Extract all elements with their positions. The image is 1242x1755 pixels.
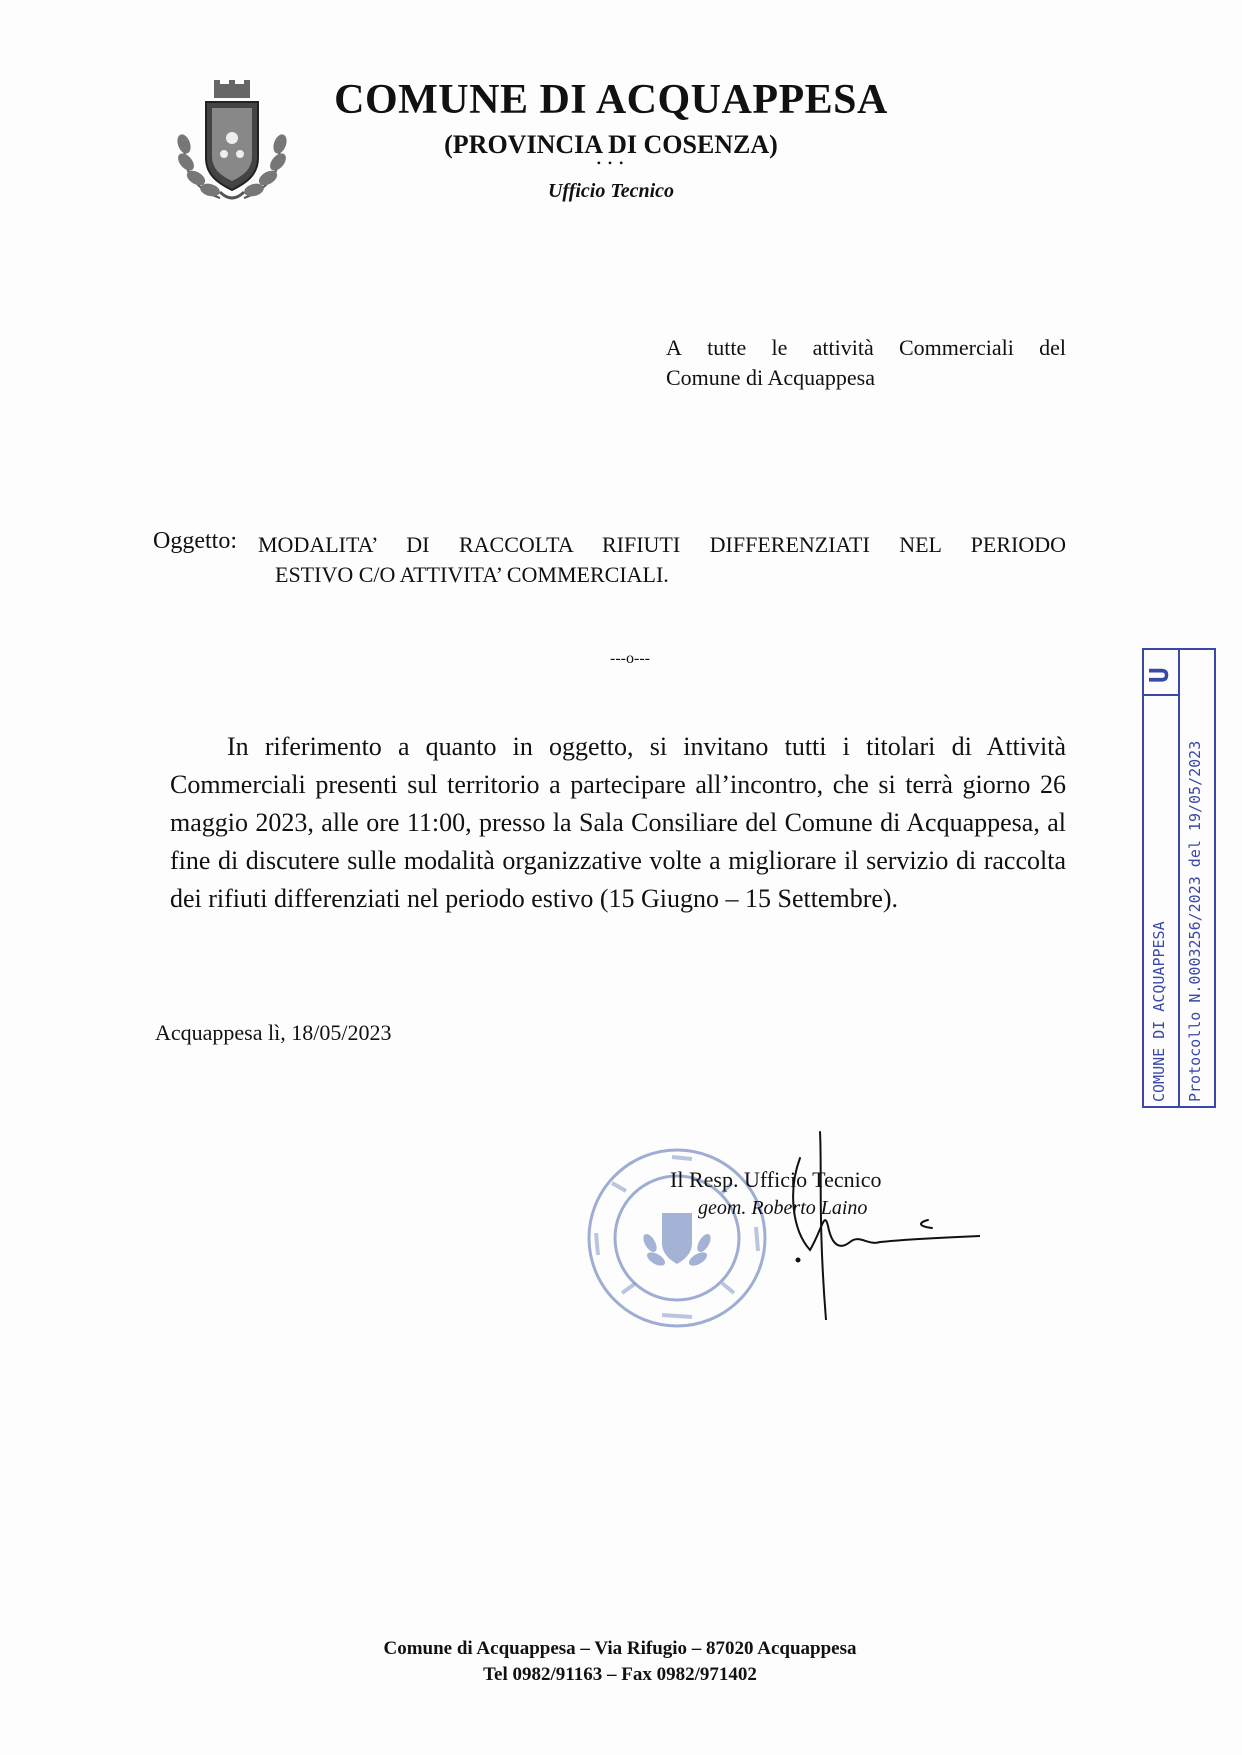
recipient-line-1 [666,333,1066,363]
header-separator: • • • [596,156,626,170]
subject-line-2: ESTIVO C/O ATTIVITA’ COMMERCIALI. [275,562,669,587]
signatory-role: Il Resp. Ufficio Tecnico [670,1167,882,1192]
section-separator: ---o--- [610,650,650,667]
protocol-stamp [1142,648,1216,1108]
footer-address: Comune di Acquappesa – Via Rifugio – 87020 Acquappesa [383,1638,857,1659]
protocol-direction-letter: U [1145,667,1175,683]
municipality-title: COMUNE DI ACQUAPPESA [334,77,888,123]
recipient-word: A [666,335,682,360]
footer-contacts: Tel 0982/91163 – Fax 0982/971402 [483,1664,757,1685]
office-name: Ufficio Tecnico [547,180,675,202]
recipient-block [666,333,1066,393]
subject-line-1: MODALITA’ DI RACCOLTA RIFIUTI DIFFERENZIATI NEL PERIODO [258,532,1066,557]
protocol-number: Protocollo N.0003256/2023 del 19/05/2023 [1186,740,1204,1102]
recipient-line-2: Comune di Acquappesa [666,365,875,390]
recipient-word: del [1039,335,1066,360]
place-date: Acquappesa lì, 18/05/2023 [155,1020,392,1045]
protocol-entity: COMUNE DI ACQUAPPESA [1150,921,1168,1102]
subject-label: Oggetto: [153,528,237,554]
province-subtitle: (PROVINCIA DI COSENZA) [444,130,778,159]
protocol-stamp-left-column [1144,650,1180,1106]
subject-text [258,530,1066,590]
signatory-name: geom. Roberto Laino [698,1197,868,1219]
recipient-word: attività [812,335,874,360]
municipal-crest-icon [168,80,296,208]
recipient-word: le [771,335,788,360]
recipient-word: tutte [707,335,747,360]
recipient-word: Commerciali [898,335,1014,360]
body-paragraph: In riferimento a quanto in oggetto, si invitano tutti i titolari di Attività Commerciali presenti sul territorio a partecipare all’incontro, che si terrà giorno 26 maggio 2023, alle ore 11:00, presso la Sala Consiliare del Comune di Acquappesa, al fine di discutere sulle modalità organizzative volte a migliorare il servizio di raccolta dei rifiuti differenziati nel periodo estivo (15 Giugno – 15 Settembre). [170,732,1066,913]
protocol-direction-badge [1144,650,1178,696]
handwritten-signature-icon [740,1130,980,1320]
page-footer [220,1636,1020,1688]
